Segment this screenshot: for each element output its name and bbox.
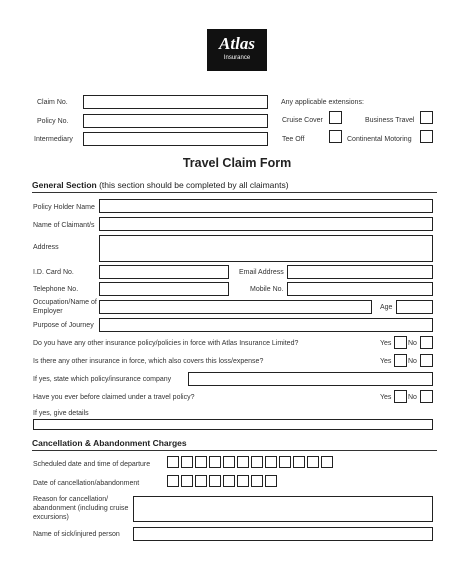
date-cell[interactable] (181, 475, 193, 487)
section-divider (32, 192, 437, 193)
date-cell[interactable] (265, 475, 277, 487)
cruise-cover-label: Cruise Cover (282, 117, 323, 124)
continental-motoring-checkbox[interactable] (420, 130, 433, 143)
sick-person-label: Name of sick/injured person (33, 531, 120, 538)
claim-no-label: Claim No. (37, 99, 68, 106)
date-cell[interactable] (251, 475, 263, 487)
date-cell[interactable] (209, 456, 221, 468)
claimed-before-question: Have you ever before claimed under a travel policy? (33, 394, 195, 401)
telephone-label: Telephone No. (33, 286, 79, 293)
date-cell[interactable] (209, 475, 221, 487)
date-cell[interactable] (167, 456, 179, 468)
tee-off-checkbox[interactable] (329, 130, 342, 143)
claimants-field[interactable] (99, 217, 433, 231)
purpose-label: Purpose of Journey (33, 322, 94, 329)
no-label: No (408, 340, 417, 347)
claimants-label: Name of Claimant/s (33, 222, 95, 229)
other-policies-question: Do you have any other insurance policy/policies in force with Atlas Insurance Limited? (33, 340, 299, 347)
mobile-field[interactable] (287, 282, 433, 296)
business-travel-label: Business Travel (365, 117, 415, 124)
reason-label: Reason for cancellation/ abandonment (including cruise excursions) (33, 496, 129, 521)
date-cell[interactable] (293, 456, 305, 468)
other-insurance-yes-checkbox[interactable] (394, 354, 407, 367)
date-cell[interactable] (195, 456, 207, 468)
claimed-before-no-checkbox[interactable] (420, 390, 433, 403)
occupation-label: Occupation/Name of Employer (33, 299, 97, 315)
cruise-cover-checkbox[interactable] (329, 111, 342, 124)
address-field[interactable] (99, 235, 433, 262)
occupation-field[interactable] (99, 300, 372, 314)
date-cell[interactable] (223, 475, 235, 487)
age-label: Age (380, 304, 393, 311)
which-policy-label: If yes, state which policy/insurance company (33, 376, 172, 383)
date-cell[interactable] (181, 456, 193, 468)
intermediary-label: Intermediary (34, 136, 73, 143)
logo-brand: Atlas (219, 34, 255, 53)
mobile-label: Mobile No. (250, 286, 284, 293)
section-divider (32, 450, 437, 451)
purpose-field[interactable] (99, 318, 433, 332)
cancellation-heading: Cancellation & Abandonment Charges (32, 438, 187, 448)
policy-holder-field[interactable] (99, 199, 433, 213)
other-policies-no-checkbox[interactable] (420, 336, 433, 349)
no-label: No (408, 394, 417, 401)
email-label: Email Address (239, 269, 284, 276)
policy-holder-label: Policy Holder Name (33, 204, 95, 211)
general-heading-text: General Section (32, 180, 97, 190)
details-field[interactable] (33, 419, 433, 430)
id-card-label: I.D. Card No. (33, 269, 74, 276)
atlas-logo (207, 29, 267, 71)
date-cell[interactable] (321, 456, 333, 468)
business-travel-checkbox[interactable] (420, 111, 433, 124)
which-policy-field[interactable] (188, 372, 433, 386)
form-title: Travel Claim Form (182, 156, 292, 170)
yes-label: Yes (380, 394, 392, 401)
no-label: No (408, 358, 417, 365)
logo-sub: Insurance (223, 55, 251, 61)
date-cell[interactable] (265, 456, 277, 468)
date-cell[interactable] (237, 456, 249, 468)
claim-no-field[interactable] (83, 95, 268, 109)
continental-motoring-label: Continental Motoring (347, 136, 412, 143)
date-cell[interactable] (251, 456, 263, 468)
email-field[interactable] (287, 265, 433, 279)
policy-no-label: Policy No. (37, 118, 69, 125)
date-cell[interactable] (167, 475, 179, 487)
extensions-label: Any applicable extensions: (281, 99, 364, 106)
age-field[interactable] (396, 300, 433, 314)
other-insurance-no-checkbox[interactable] (420, 354, 433, 367)
id-card-field[interactable] (99, 265, 229, 279)
date-cell[interactable] (279, 456, 291, 468)
yes-label: Yes (380, 358, 392, 365)
policy-no-field[interactable] (83, 114, 268, 128)
tee-off-label: Tee Off (282, 136, 305, 143)
intermediary-field[interactable] (83, 132, 268, 146)
sick-person-field[interactable] (133, 527, 433, 541)
date-cell[interactable] (223, 456, 235, 468)
give-details-label: If yes, give details (33, 410, 89, 417)
yes-label: Yes (380, 340, 392, 347)
departure-label: Scheduled date and time of departure (33, 461, 151, 468)
cancel-date-label: Date of cancellation/abandonment (33, 480, 140, 487)
telephone-field[interactable] (99, 282, 229, 296)
claimed-before-yes-checkbox[interactable] (394, 390, 407, 403)
date-cell[interactable] (307, 456, 319, 468)
date-cell[interactable] (237, 475, 249, 487)
other-policies-yes-checkbox[interactable] (394, 336, 407, 349)
general-section-heading (32, 180, 289, 190)
address-label: Address (33, 244, 59, 251)
date-cell[interactable] (195, 475, 207, 487)
general-heading-note: (this section should be completed by all claimants) (99, 180, 289, 190)
other-insurance-question: Is there any other insurance in force, which also covers this loss/expense? (33, 358, 264, 365)
reason-field[interactable] (133, 496, 433, 522)
